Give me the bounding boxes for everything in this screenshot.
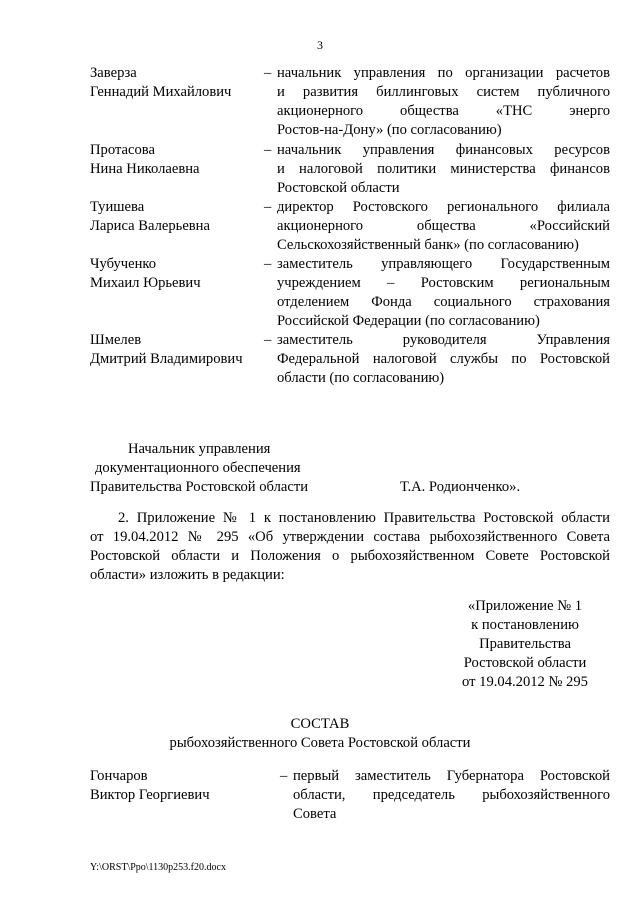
appendix-line: «Приложение № 1 [467, 598, 583, 614]
dash: – [264, 65, 272, 81]
member-position [277, 255, 610, 331]
position-line: Ростов-на-Дону» (по согласованию) [277, 122, 502, 138]
member-surname: Протасова [90, 142, 155, 158]
dash: – [264, 256, 272, 272]
page-number: 3 [317, 38, 323, 52]
position-line: акционерного общества «ТНС энерго [277, 103, 610, 119]
position-line: Ростовской области [277, 180, 400, 196]
member-given-name: Лариса Валерьевна [90, 218, 210, 234]
paragraph-line: 2. Приложение № 1 к постановлению Правительства Ростовской области [118, 510, 610, 526]
member-name [90, 141, 265, 179]
member-position [277, 64, 610, 140]
dash: – [264, 332, 272, 348]
dash: – [264, 142, 272, 158]
member-position [277, 331, 610, 388]
member-surname: Гончаров [90, 768, 148, 784]
amendment-paragraph [90, 509, 610, 585]
signature-title-line: документационного обеспечения [95, 460, 301, 476]
appendix-line: Ростовской области [463, 655, 587, 671]
member-surname: Шмелев [90, 332, 142, 348]
member-name [90, 198, 265, 236]
position-line: области (по согласованию) [277, 370, 445, 386]
member-given-name: Геннадий Михайлович [90, 84, 232, 100]
member-name [90, 331, 265, 369]
position-line: области, председатель рыбохозяйственного [293, 787, 610, 803]
signature-title-line: Начальник управления [128, 441, 271, 457]
paragraph-line: области» изложить в редакции: [90, 567, 285, 583]
position-line: заместитель руководителя Управления [277, 332, 610, 348]
member-name [90, 767, 280, 805]
dash: – [280, 768, 288, 784]
composition-title-block [0, 715, 640, 753]
position-line: учреждением – Ростовским региональным [277, 275, 610, 291]
position-line: начальник управления финансовых ресурсов [277, 142, 610, 158]
member-given-name: Нина Николаевна [90, 161, 200, 177]
appendix-line: к постановлению [471, 617, 579, 633]
file-path-footer: Y:\ORST\Ppo\1130p253.f20.docx [90, 862, 226, 873]
position-line: отделением Фонда социального страхования [277, 294, 610, 310]
member-position [277, 141, 610, 198]
member-name [90, 64, 265, 102]
paragraph-line: от 19.04.2012 № 295 «Об утверждении состава рыбохозяйственного Совета [90, 529, 610, 545]
position-line: заместитель управляющего Государственным [277, 256, 610, 272]
appendix-line: Правительства [479, 636, 571, 652]
position-line: и развития биллинговых систем публичного [277, 84, 610, 100]
composition-subtitle: рыбохозяйственного Совета Ростовской области [169, 735, 471, 751]
position-line: акционерного общества «Российский [277, 218, 610, 234]
dash: – [264, 199, 272, 215]
position-line: Российской Федерации (по согласованию) [277, 313, 540, 329]
position-line: начальник управления по организации расчетов [277, 65, 610, 81]
member-given-name: Дмитрий Владимирович [90, 351, 243, 367]
position-line: Сельскохозяйственный банк» (по согласованию) [277, 237, 579, 253]
member-position [293, 767, 610, 824]
position-line: первый заместитель Губернатора Ростовской [293, 768, 610, 784]
member-given-name: Виктор Георгиевич [90, 787, 210, 803]
composition-title: СОСТАВ [290, 716, 350, 732]
member-surname: Туишева [90, 199, 145, 215]
paragraph-line: Ростовской области и Положения о рыбохозяйственном Совете Ростовской [90, 548, 610, 564]
signature-title-line: Правительства Ростовской области [90, 479, 309, 495]
position-line: Федеральной налоговой службы по Ростовской [277, 351, 610, 367]
appendix-header [440, 597, 610, 692]
position-line: директор Ростовского регионального филиала [277, 199, 610, 215]
position-line: Совета [293, 806, 337, 822]
appendix-line: от 19.04.2012 № 295 [462, 674, 588, 690]
member-name [90, 255, 265, 293]
member-surname: Чубученко [90, 256, 157, 272]
member-given-name: Михаил Юрьевич [90, 275, 201, 291]
signer-name: Т.А. Родионченко». [400, 479, 521, 495]
member-surname: Заверза [90, 65, 137, 81]
member-position [277, 198, 610, 255]
position-line: и налоговой политики министерства финансов [277, 161, 610, 177]
